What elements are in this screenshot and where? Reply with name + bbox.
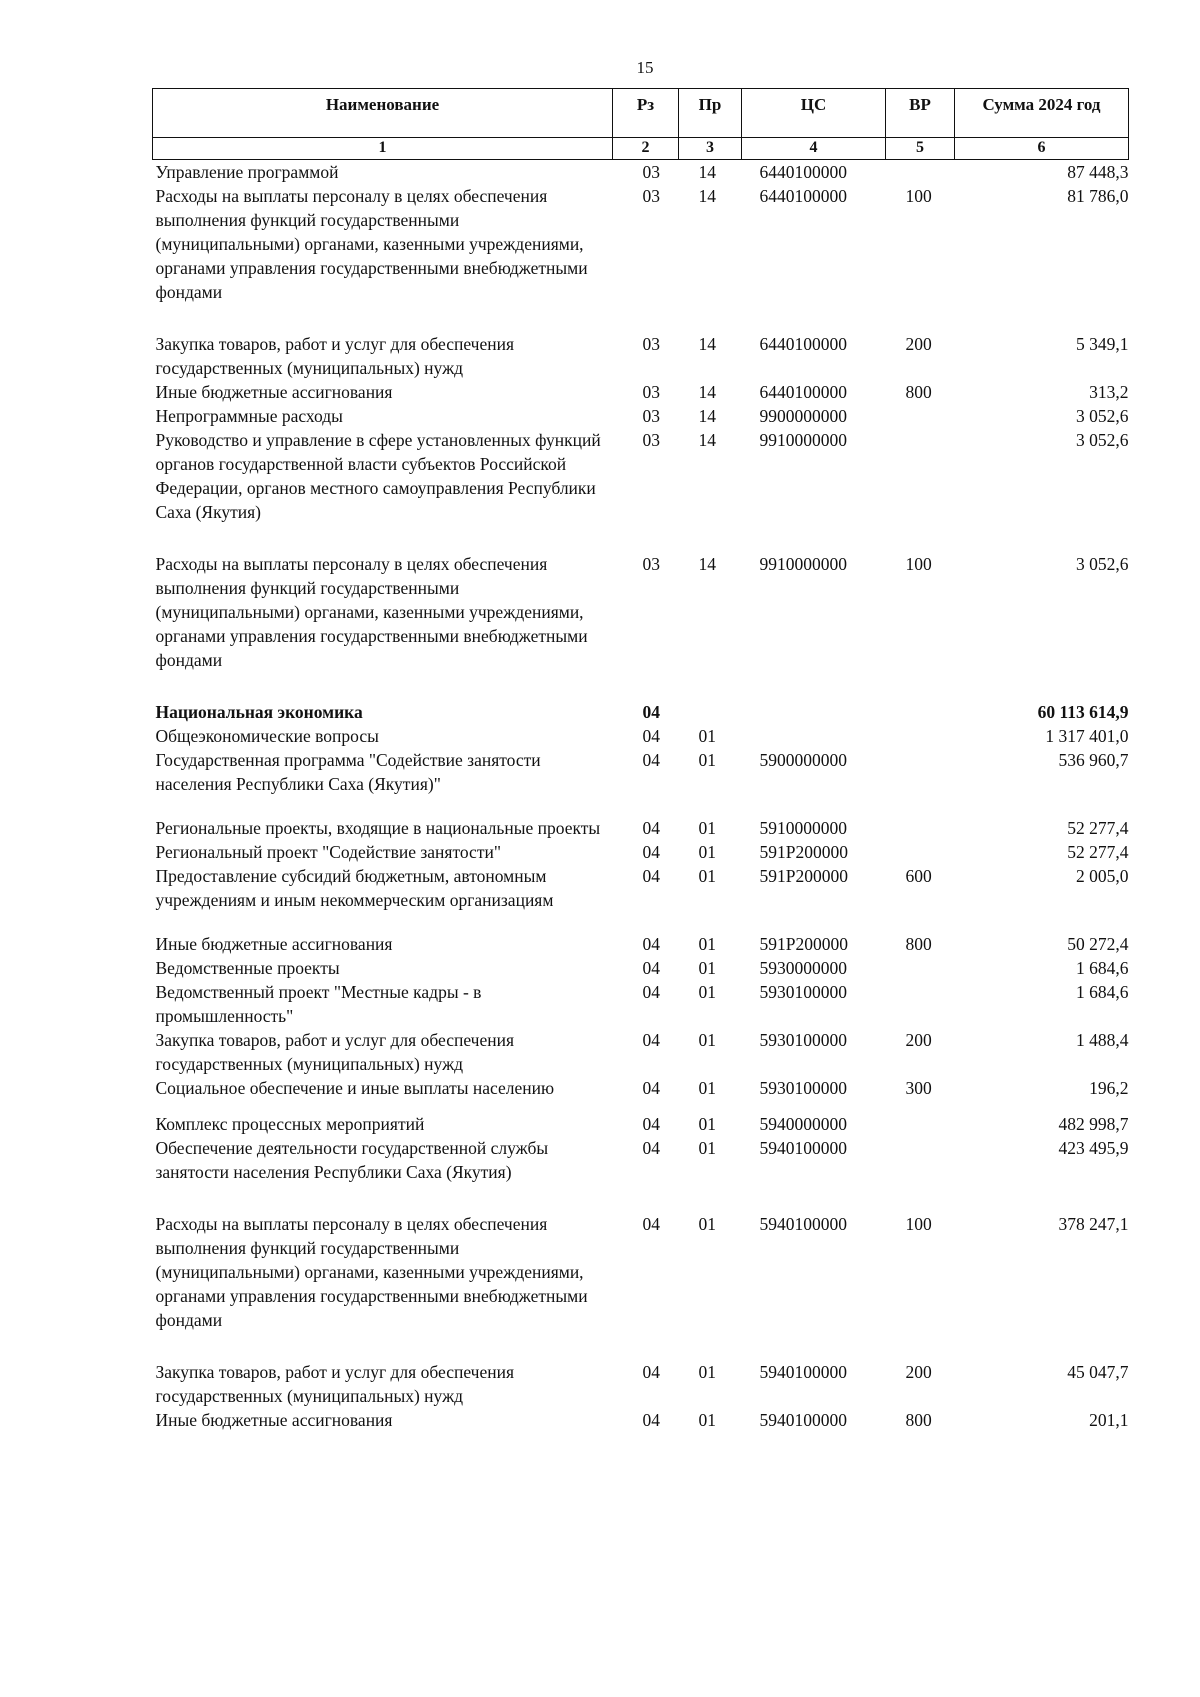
row-cs: 5940100000 [759,1410,847,1430]
row-vr [886,404,955,428]
row-sum: 52 277,4 [1067,842,1129,862]
row-cs [742,724,886,748]
row-rz: 03 [642,162,660,182]
row-sum: 52 277,4 [1067,818,1129,838]
row-rz: 03 [642,334,660,354]
row-vr [886,748,955,816]
row-name: Иные бюджетные ассигнования [155,1410,393,1430]
row-cs: 5930000000 [759,958,847,978]
row-name: Непрограммные расходы [155,406,343,426]
table-row [153,864,1129,932]
row-rz: 04 [642,1138,660,1158]
row-sum: 45 047,7 [1067,1362,1129,1382]
table-row [153,956,1129,980]
table-row [153,1212,1129,1360]
row-name: Расходы на выплаты персоналу в целях обеспечения выполнения функций государственными (муниципальными) органами, казенными учреждениями, органами управления государственными внебюджетными фондами [155,1214,588,1330]
table-row [153,332,1129,380]
header-name: Наименование [153,89,613,138]
header-vr: ВР [886,89,955,138]
row-cs: 5940100000 [759,1138,847,1158]
row-name: Государственная программа "Содействие занятости населения Республики Саха (Якутия)" [155,750,541,794]
table-row [153,184,1129,332]
row-rz: 04 [642,1030,660,1050]
row-name: Комплекс процессных мероприятий [155,1114,425,1134]
row-sum: 60 113 614,9 [1037,702,1129,722]
row-cs: 5930100000 [759,1030,847,1050]
row-sum: 2 005,0 [1076,866,1129,886]
row-sum: 201,1 [1089,1410,1129,1430]
row-rz: 03 [642,406,660,426]
row-cs: 591P200000 [759,842,848,862]
table-row [153,160,1129,185]
table-row [153,1028,1129,1076]
row-pr: 01 [698,1410,716,1430]
row-rz: 04 [642,842,660,862]
row-rz: 04 [642,1362,660,1382]
row-name: Иные бюджетные ассигнования [155,934,393,954]
row-cs [742,700,886,724]
row-name: Региональные проекты, входящие в национальные проекты [155,818,601,838]
header-cs: ЦС [742,89,886,138]
row-vr [886,816,955,840]
row-pr: 01 [698,934,716,954]
row-rz: 03 [642,186,660,206]
row-vr: 200 [905,1362,932,1382]
row-name: Расходы на выплаты персоналу в целях обеспечения выполнения функций государственными (муниципальными) органами, казенными учреждениями, органами управления государственными внебюджетными фондами [155,186,588,302]
row-pr: 14 [698,430,716,450]
row-name: Региональный проект "Содействие занятости" [155,842,501,862]
row-cs: 6440100000 [759,162,847,182]
row-cs: 5910000000 [759,818,847,838]
row-pr: 14 [698,334,716,354]
row-vr: 800 [905,382,932,402]
header-pr: Пр [679,89,742,138]
table-row [153,748,1129,816]
table-row [153,724,1129,748]
row-vr: 800 [905,934,932,954]
row-sum: 5 349,1 [1076,334,1129,354]
row-rz: 03 [642,382,660,402]
row-rz: 04 [642,1078,660,1098]
row-vr [886,980,955,1028]
row-pr: 01 [698,958,716,978]
row-name: Общеэкономические вопросы [155,726,379,746]
header-sum: Сумма 2024 год [955,89,1129,138]
table-row [153,1360,1129,1408]
row-pr: 14 [698,186,716,206]
page-number: 15 [636,58,654,77]
row-sum: 3 052,6 [1076,406,1129,426]
row-cs: 5930100000 [759,982,847,1002]
row-cs: 6440100000 [759,186,847,206]
row-vr [886,1136,955,1212]
row-cs: 9910000000 [759,554,847,574]
row-sum: 1 317 401,0 [1045,726,1129,746]
header-rz: Рз [613,89,679,138]
row-name: Руководство и управление в сфере установленных функций органов государственной власти субъектов Российской Федерации, органов местного самоуправления Республики Саха (Якутия) [155,430,601,522]
row-vr [886,160,955,185]
row-pr: 14 [698,554,716,574]
row-sum: 3 052,6 [1076,430,1129,450]
row-vr [886,428,955,552]
budget-table [152,88,1129,1432]
table-row [153,980,1129,1028]
row-sum: 1 488,4 [1076,1030,1129,1050]
row-rz: 03 [642,554,660,574]
table-row [153,380,1129,404]
table-row [153,932,1129,956]
row-name: Иные бюджетные ассигнования [155,382,393,402]
row-sum: 50 272,4 [1067,934,1129,954]
table-row [153,840,1129,864]
row-vr [886,956,955,980]
row-vr [886,700,955,724]
table-header [153,89,1129,160]
table-row [153,428,1129,552]
row-name: Ведомственные проекты [155,958,340,978]
table-row [153,1408,1129,1432]
row-cs: 9910000000 [759,430,847,450]
row-pr: 01 [698,1114,716,1134]
table-row [153,816,1129,840]
row-rz: 04 [642,866,660,886]
row-vr: 100 [905,554,932,574]
row-name: Обеспечение деятельности государственной службы занятости населения Республики Саха (Якутия) [155,1138,549,1182]
row-vr: 600 [905,866,932,886]
table-row [153,404,1129,428]
row-pr: 01 [698,1078,716,1098]
row-pr: 14 [698,382,716,402]
row-pr: 01 [698,1030,716,1050]
row-sum: 87 448,3 [1067,162,1129,182]
table-row [153,700,1129,724]
row-vr [886,1112,955,1136]
table-row [153,1076,1129,1112]
row-sum: 536 960,7 [1058,750,1129,770]
row-cs: 5940000000 [759,1114,847,1134]
row-cs: 591P200000 [759,866,848,886]
row-rz: 04 [642,702,660,722]
row-pr: 01 [698,750,716,770]
row-rz: 04 [642,1214,660,1234]
row-sum: 378 247,1 [1058,1214,1129,1234]
table-body [153,160,1129,1433]
row-name: Закупка товаров, работ и услуг для обеспечения государственных (муниципальных) нужд [155,1362,515,1406]
row-name: Ведомственный проект "Местные кадры - в промышленность" [155,982,482,1026]
row-name: Социальное обеспечение и иные выплаты населению [155,1078,555,1098]
row-sum: 313,2 [1089,382,1129,402]
column-number: 4 [742,138,886,160]
row-cs: 591P200000 [759,934,848,954]
row-rz: 04 [642,1410,660,1430]
row-sum: 482 998,7 [1058,1114,1129,1134]
row-name: Расходы на выплаты персоналу в целях обеспечения выполнения функций государственными (муниципальными) органами, казенными учреждениями, органами управления государственными внебюджетными фондами [155,554,588,670]
row-cs: 6440100000 [759,382,847,402]
row-name: Закупка товаров, работ и услуг для обеспечения государственных (муниципальных) нужд [155,1030,515,1074]
table-row [153,1136,1129,1212]
row-rz: 04 [642,818,660,838]
column-number: 3 [679,138,742,160]
row-pr: 01 [698,1138,716,1158]
row-vr [886,840,955,864]
column-number: 1 [153,138,613,160]
column-number: 2 [613,138,679,160]
row-sum: 423 495,9 [1058,1138,1129,1158]
row-rz: 04 [642,958,660,978]
row-sum: 81 786,0 [1067,186,1129,206]
row-rz: 03 [642,430,660,450]
row-pr: 14 [698,406,716,426]
column-number-row [153,138,1129,160]
row-name: Национальная экономика [155,702,363,722]
row-vr [886,724,955,748]
budget-table-wrapper [152,88,1128,1432]
row-name: Предоставление субсидий бюджетным, автономным учреждениям и иным некоммерческим организациям [155,866,554,910]
table-row [153,552,1129,700]
row-pr: 01 [698,818,716,838]
row-sum: 1 684,6 [1076,982,1129,1002]
row-sum: 196,2 [1089,1078,1129,1098]
row-pr: 01 [698,842,716,862]
row-cs: 5900000000 [759,750,847,770]
row-cs: 5940100000 [759,1362,847,1382]
row-vr: 200 [905,334,932,354]
row-vr: 800 [905,1410,932,1430]
column-number: 5 [886,138,955,160]
header-row [153,89,1129,138]
table-row [153,1112,1129,1136]
row-pr: 01 [698,1362,716,1382]
row-rz: 04 [642,750,660,770]
column-number: 6 [955,138,1129,160]
row-pr: 01 [698,866,716,886]
row-vr: 100 [905,1214,932,1234]
row-cs: 5940100000 [759,1214,847,1234]
row-vr: 300 [905,1078,932,1098]
row-rz: 04 [642,726,660,746]
row-name: Управление программой [155,162,339,182]
row-sum: 1 684,6 [1076,958,1129,978]
row-pr: 01 [698,726,716,746]
row-pr: 01 [698,1214,716,1234]
row-cs: 6440100000 [759,334,847,354]
row-pr: 14 [698,162,716,182]
row-rz: 04 [642,982,660,1002]
row-vr: 100 [905,186,932,206]
row-cs: 9900000000 [759,406,847,426]
row-rz: 04 [642,934,660,954]
row-name: Закупка товаров, работ и услуг для обеспечения государственных (муниципальных) нужд [155,334,515,378]
row-pr [679,700,742,724]
row-vr: 200 [905,1030,932,1050]
row-sum: 3 052,6 [1076,554,1129,574]
row-pr: 01 [698,982,716,1002]
row-cs: 5930100000 [759,1078,847,1098]
row-rz: 04 [642,1114,660,1134]
